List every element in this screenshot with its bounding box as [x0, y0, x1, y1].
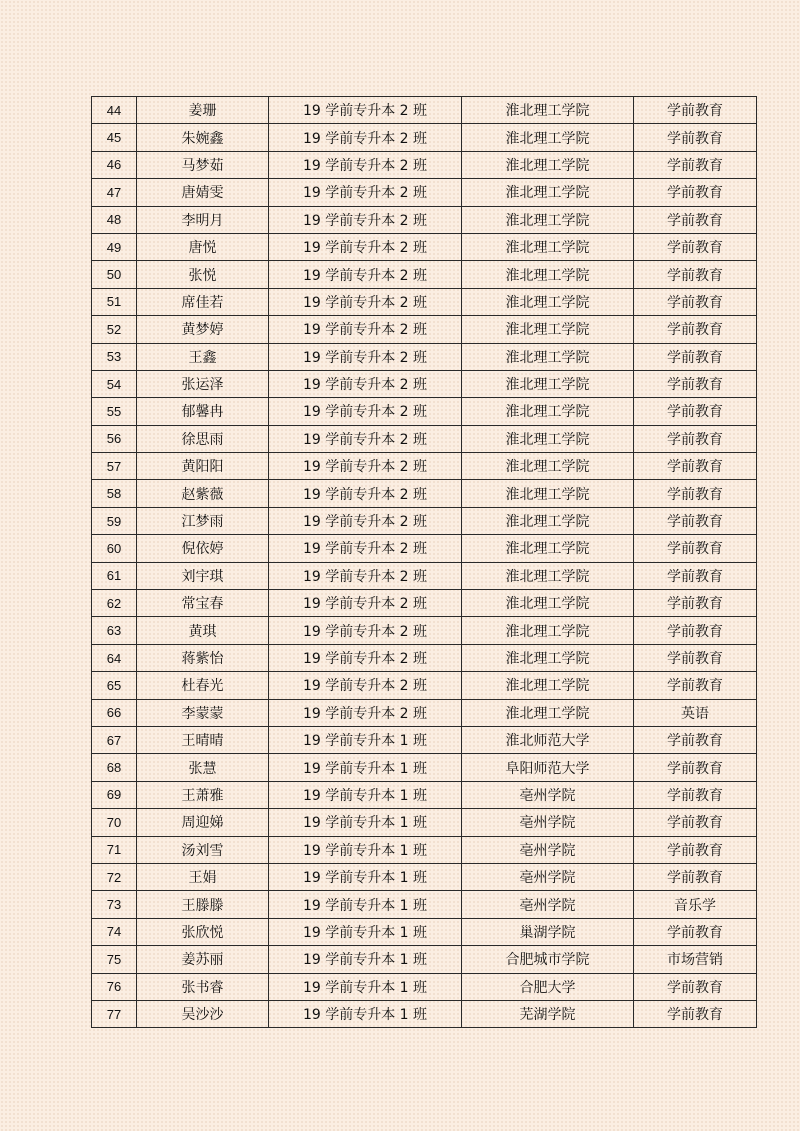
class-cell: 19 学前专升本 1 班: [269, 946, 462, 973]
row-number-cell: 50: [92, 261, 137, 288]
class-cell: 19 学前专升本 2 班: [269, 535, 462, 562]
major-cell: 学前教育: [634, 206, 757, 233]
school-cell: 淮北理工学院: [462, 179, 634, 206]
row-number-cell: 57: [92, 453, 137, 480]
table-row: [92, 1000, 757, 1027]
row-number-cell: 51: [92, 288, 137, 315]
row-number-cell: 55: [92, 398, 137, 425]
major-cell: 学前教育: [634, 179, 757, 206]
major-cell: 学前教育: [634, 781, 757, 808]
table-row: [92, 179, 757, 206]
major-cell: 学前教育: [634, 261, 757, 288]
document-page: [91, 96, 723, 1028]
school-cell: 淮北理工学院: [462, 206, 634, 233]
class-cell: 19 学前专升本 1 班: [269, 863, 462, 890]
school-cell: 淮北理工学院: [462, 480, 634, 507]
class-cell: 19 学前专升本 2 班: [269, 425, 462, 452]
student-name-cell: 郁馨冉: [137, 398, 269, 425]
school-cell: 淮北理工学院: [462, 151, 634, 178]
student-name-cell: 黄梦婷: [137, 316, 269, 343]
school-cell: 亳州学院: [462, 781, 634, 808]
class-cell: 19 学前专升本 1 班: [269, 918, 462, 945]
table-row: [92, 97, 757, 124]
major-cell: 学前教育: [634, 617, 757, 644]
class-cell: 19 学前专升本 2 班: [269, 179, 462, 206]
row-number-cell: 68: [92, 754, 137, 781]
student-list-table: [91, 96, 757, 1028]
row-number-cell: 56: [92, 425, 137, 452]
student-name-cell: 张欣悦: [137, 918, 269, 945]
student-name-cell: 姜珊: [137, 97, 269, 124]
school-cell: 淮北理工学院: [462, 398, 634, 425]
major-cell: 学前教育: [634, 918, 757, 945]
major-cell: 学前教育: [634, 562, 757, 589]
row-number-cell: 65: [92, 672, 137, 699]
table-row: [92, 809, 757, 836]
school-cell: 淮北理工学院: [462, 453, 634, 480]
row-number-cell: 58: [92, 480, 137, 507]
school-cell: 淮北理工学院: [462, 699, 634, 726]
school-cell: 淮北理工学院: [462, 562, 634, 589]
table-row: [92, 507, 757, 534]
school-cell: 淮北师范大学: [462, 726, 634, 753]
student-name-cell: 张慧: [137, 754, 269, 781]
student-name-cell: 王娟: [137, 863, 269, 890]
school-cell: 淮北理工学院: [462, 617, 634, 644]
student-name-cell: 姜苏丽: [137, 946, 269, 973]
student-name-cell: 张书睿: [137, 973, 269, 1000]
school-cell: 亳州学院: [462, 863, 634, 890]
school-cell: 淮北理工学院: [462, 261, 634, 288]
school-cell: 淮北理工学院: [462, 124, 634, 151]
student-name-cell: 周迎娣: [137, 809, 269, 836]
class-cell: 19 学前专升本 1 班: [269, 809, 462, 836]
student-name-cell: 刘宇琪: [137, 562, 269, 589]
major-cell: 学前教育: [634, 863, 757, 890]
student-name-cell: 张运泽: [137, 370, 269, 397]
table-row: [92, 288, 757, 315]
student-name-cell: 吴沙沙: [137, 1000, 269, 1027]
student-name-cell: 倪依婷: [137, 535, 269, 562]
table-row: [92, 973, 757, 1000]
table-row: [92, 343, 757, 370]
table-row: [92, 535, 757, 562]
class-cell: 19 学前专升本 2 班: [269, 370, 462, 397]
table-row: [92, 562, 757, 589]
class-cell: 19 学前专升本 2 班: [269, 562, 462, 589]
table-row: [92, 316, 757, 343]
row-number-cell: 69: [92, 781, 137, 808]
school-cell: 淮北理工学院: [462, 343, 634, 370]
major-cell: 学前教育: [634, 316, 757, 343]
major-cell: 学前教育: [634, 973, 757, 1000]
school-cell: 亳州学院: [462, 836, 634, 863]
table-row: [92, 453, 757, 480]
row-number-cell: 77: [92, 1000, 137, 1027]
table-row: [92, 863, 757, 890]
class-cell: 19 学前专升本 2 班: [269, 233, 462, 260]
school-cell: 淮北理工学院: [462, 97, 634, 124]
row-number-cell: 64: [92, 644, 137, 671]
table-row: [92, 781, 757, 808]
table-row: [92, 480, 757, 507]
major-cell: 学前教育: [634, 644, 757, 671]
class-cell: 19 学前专升本 1 班: [269, 973, 462, 1000]
major-cell: 学前教育: [634, 370, 757, 397]
student-name-cell: 江梦雨: [137, 507, 269, 534]
class-cell: 19 学前专升本 2 班: [269, 480, 462, 507]
school-cell: 淮北理工学院: [462, 370, 634, 397]
row-number-cell: 67: [92, 726, 137, 753]
student-name-cell: 李蒙蒙: [137, 699, 269, 726]
class-cell: 19 学前专升本 2 班: [269, 343, 462, 370]
row-number-cell: 62: [92, 590, 137, 617]
school-cell: 淮北理工学院: [462, 288, 634, 315]
row-number-cell: 44: [92, 97, 137, 124]
major-cell: 学前教育: [634, 535, 757, 562]
major-cell: 学前教育: [634, 754, 757, 781]
major-cell: 市场营销: [634, 946, 757, 973]
table-row: [92, 206, 757, 233]
major-cell: 学前教育: [634, 836, 757, 863]
row-number-cell: 63: [92, 617, 137, 644]
row-number-cell: 61: [92, 562, 137, 589]
student-name-cell: 张悦: [137, 261, 269, 288]
class-cell: 19 学前专升本 1 班: [269, 754, 462, 781]
row-number-cell: 66: [92, 699, 137, 726]
class-cell: 19 学前专升本 1 班: [269, 891, 462, 918]
class-cell: 19 学前专升本 2 班: [269, 398, 462, 425]
class-cell: 19 学前专升本 2 班: [269, 507, 462, 534]
table-row: [92, 398, 757, 425]
class-cell: 19 学前专升本 1 班: [269, 1000, 462, 1027]
student-name-cell: 黄阳阳: [137, 453, 269, 480]
school-cell: 淮北理工学院: [462, 672, 634, 699]
class-cell: 19 学前专升本 2 班: [269, 644, 462, 671]
school-cell: 淮北理工学院: [462, 316, 634, 343]
school-cell: 淮北理工学院: [462, 590, 634, 617]
row-number-cell: 59: [92, 507, 137, 534]
student-name-cell: 汤刘雪: [137, 836, 269, 863]
major-cell: 学前教育: [634, 672, 757, 699]
table-row: [92, 151, 757, 178]
class-cell: 19 学前专升本 2 班: [269, 699, 462, 726]
major-cell: 学前教育: [634, 124, 757, 151]
row-number-cell: 52: [92, 316, 137, 343]
class-cell: 19 学前专升本 2 班: [269, 261, 462, 288]
school-cell: 亳州学院: [462, 809, 634, 836]
class-cell: 19 学前专升本 2 班: [269, 453, 462, 480]
student-name-cell: 唐悦: [137, 233, 269, 260]
major-cell: 学前教育: [634, 288, 757, 315]
school-cell: 芜湖学院: [462, 1000, 634, 1027]
major-cell: 学前教育: [634, 343, 757, 370]
student-name-cell: 王萧雅: [137, 781, 269, 808]
class-cell: 19 学前专升本 2 班: [269, 151, 462, 178]
major-cell: 学前教育: [634, 507, 757, 534]
table-row: [92, 754, 757, 781]
class-cell: 19 学前专升本 1 班: [269, 726, 462, 753]
class-cell: 19 学前专升本 2 班: [269, 672, 462, 699]
table-row: [92, 233, 757, 260]
school-cell: 淮北理工学院: [462, 535, 634, 562]
row-number-cell: 75: [92, 946, 137, 973]
table-row: [92, 261, 757, 288]
student-name-cell: 赵紫薇: [137, 480, 269, 507]
student-name-cell: 李明月: [137, 206, 269, 233]
major-cell: 学前教育: [634, 398, 757, 425]
major-cell: 学前教育: [634, 726, 757, 753]
major-cell: 学前教育: [634, 151, 757, 178]
student-name-cell: 王鑫: [137, 343, 269, 370]
row-number-cell: 60: [92, 535, 137, 562]
school-cell: 淮北理工学院: [462, 233, 634, 260]
row-number-cell: 54: [92, 370, 137, 397]
row-number-cell: 53: [92, 343, 137, 370]
class-cell: 19 学前专升本 2 班: [269, 124, 462, 151]
row-number-cell: 73: [92, 891, 137, 918]
class-cell: 19 学前专升本 2 班: [269, 316, 462, 343]
major-cell: 学前教育: [634, 453, 757, 480]
table-row: [92, 836, 757, 863]
table-row: [92, 370, 757, 397]
table-row: [92, 590, 757, 617]
row-number-cell: 46: [92, 151, 137, 178]
school-cell: 巢湖学院: [462, 918, 634, 945]
student-name-cell: 王滕滕: [137, 891, 269, 918]
table-row: [92, 726, 757, 753]
table-row: [92, 644, 757, 671]
student-name-cell: 唐婧雯: [137, 179, 269, 206]
table-row: [92, 672, 757, 699]
student-name-cell: 席佳若: [137, 288, 269, 315]
row-number-cell: 47: [92, 179, 137, 206]
school-cell: 淮北理工学院: [462, 507, 634, 534]
student-name-cell: 王晴晴: [137, 726, 269, 753]
row-number-cell: 71: [92, 836, 137, 863]
student-name-cell: 常宝春: [137, 590, 269, 617]
table-row: [92, 425, 757, 452]
class-cell: 19 学前专升本 2 班: [269, 288, 462, 315]
table-row: [92, 699, 757, 726]
row-number-cell: 48: [92, 206, 137, 233]
row-number-cell: 72: [92, 863, 137, 890]
major-cell: 学前教育: [634, 1000, 757, 1027]
class-cell: 19 学前专升本 2 班: [269, 617, 462, 644]
major-cell: 英语: [634, 699, 757, 726]
student-name-cell: 黄琪: [137, 617, 269, 644]
school-cell: 淮北理工学院: [462, 644, 634, 671]
row-number-cell: 49: [92, 233, 137, 260]
student-name-cell: 徐思雨: [137, 425, 269, 452]
row-number-cell: 76: [92, 973, 137, 1000]
table-row: [92, 946, 757, 973]
school-cell: 淮北理工学院: [462, 425, 634, 452]
major-cell: 学前教育: [634, 233, 757, 260]
table-row: [92, 124, 757, 151]
table-body: [92, 97, 757, 1028]
major-cell: 学前教育: [634, 480, 757, 507]
table-row: [92, 891, 757, 918]
row-number-cell: 45: [92, 124, 137, 151]
class-cell: 19 学前专升本 2 班: [269, 97, 462, 124]
row-number-cell: 70: [92, 809, 137, 836]
class-cell: 19 学前专升本 2 班: [269, 590, 462, 617]
table-row: [92, 918, 757, 945]
school-cell: 合肥城市学院: [462, 946, 634, 973]
major-cell: 学前教育: [634, 590, 757, 617]
school-cell: 合肥大学: [462, 973, 634, 1000]
class-cell: 19 学前专升本 1 班: [269, 836, 462, 863]
major-cell: 学前教育: [634, 425, 757, 452]
school-cell: 阜阳师范大学: [462, 754, 634, 781]
student-name-cell: 杜春光: [137, 672, 269, 699]
table-row: [92, 617, 757, 644]
student-name-cell: 朱婉鑫: [137, 124, 269, 151]
class-cell: 19 学前专升本 2 班: [269, 206, 462, 233]
school-cell: 亳州学院: [462, 891, 634, 918]
major-cell: 学前教育: [634, 97, 757, 124]
class-cell: 19 学前专升本 1 班: [269, 781, 462, 808]
student-name-cell: 蒋紫怡: [137, 644, 269, 671]
row-number-cell: 74: [92, 918, 137, 945]
student-name-cell: 马梦茹: [137, 151, 269, 178]
major-cell: 音乐学: [634, 891, 757, 918]
major-cell: 学前教育: [634, 809, 757, 836]
